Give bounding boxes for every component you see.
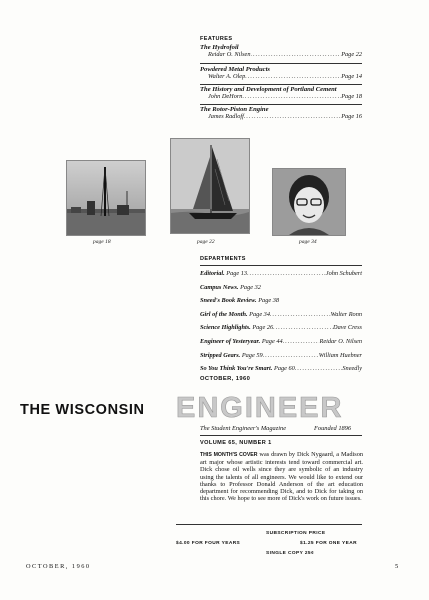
feature-page: Page 14 (341, 73, 362, 80)
department-author: Reidar O. Nilsen (319, 338, 362, 345)
issue-date: OCTOBER, 1960 (200, 376, 251, 382)
department-title: Engineer of Yesteryear. (200, 338, 261, 345)
subscription-four-years: $4.00 FOR FOUR YEARS (176, 541, 241, 546)
department-title: Science Highlights. (200, 324, 251, 331)
cover-lead: THIS MONTH'S COVER (200, 452, 258, 458)
departments-heading: DEPARTMENTS (200, 256, 246, 262)
feature-page: Page 22 (341, 51, 362, 58)
footer-date: OCTOBER, 1960 (26, 563, 91, 570)
department-page: Page 59 (241, 352, 263, 359)
feature-author: James Radloff (208, 113, 244, 120)
department-page: Page 13 (226, 270, 248, 277)
feature-item (200, 66, 362, 80)
feature-title: The Rotor-Piston Engine (200, 106, 269, 113)
photo-caption: page 34 (299, 239, 317, 245)
department-author: William Huebner (318, 352, 362, 359)
department-author: Walter Ronn (330, 311, 362, 318)
photo-caption: page 18 (93, 239, 111, 245)
oil-derrick-photo (66, 160, 146, 236)
department-item (200, 270, 362, 277)
department-title: Sneed's Book Review. (200, 297, 257, 304)
magazine-tagline: The Student Engineer's Magazine (200, 425, 287, 432)
features-heading: FEATURES (200, 36, 233, 42)
department-item (200, 352, 362, 359)
subscription-single-copy: SINGLE COPY 25¢ (266, 551, 315, 556)
feature-item (200, 106, 362, 120)
department-title: Campus News. (200, 284, 239, 291)
feature-author: Walter A. Olep (208, 73, 246, 80)
feature-title: Powdered Metal Products (200, 66, 270, 73)
cover-description (200, 451, 363, 502)
department-page: Page 60 (273, 365, 295, 372)
feature-item (200, 86, 362, 100)
department-page: Page 38 (258, 297, 280, 304)
department-title: Editorial. (200, 270, 225, 277)
department-item (200, 311, 362, 318)
feature-page: Page 16 (341, 113, 362, 120)
volume-number: VOLUME 65, NUMBER 1 (200, 440, 272, 446)
department-item (200, 284, 362, 291)
sailboat-photo (170, 138, 250, 234)
feature-item (200, 44, 362, 58)
subscription-one-year: $1.25 FOR ONE YEAR (300, 541, 357, 546)
photo-caption: page 22 (197, 239, 215, 245)
girl-of-the-month-photo (272, 168, 346, 236)
department-item (200, 365, 362, 372)
feature-title: The Hydrofoil (200, 44, 239, 51)
department-page: Page 44 (261, 338, 283, 345)
department-author: Dave Cress (333, 324, 362, 331)
masthead-prefix: THE WISCONSIN (20, 402, 145, 418)
department-page: Page 34 (249, 311, 270, 318)
department-title: So You Think You're Smart. (200, 365, 273, 372)
founded-year: Founded 1896 (314, 425, 352, 432)
department-item (200, 324, 362, 331)
department-author: Sneedly (342, 365, 362, 372)
feature-page: Page 18 (341, 93, 362, 100)
department-author: John Schubert (325, 270, 362, 277)
cover-text: was drawn by Dick Nygaard, a Madison art major whose artistic interests tend toward commercial art. Dick chose oil wells since they are symbolic of an industry using the talents of all engineers. We would like to extend our thanks to Professor Donald Anderson of the art education department for recommending Dick, and to Dick for taking on this chore. We hope to see more of Dick's work on future issues. (200, 451, 363, 503)
feature-author: John DeHorn (208, 93, 243, 100)
department-page: Page 32 (240, 284, 261, 291)
department-item (200, 297, 362, 304)
masthead-title: ENGINEER (176, 392, 344, 424)
department-page: Page 26 (252, 324, 274, 331)
department-title: Girl of the Month. (200, 311, 248, 318)
department-item (200, 338, 362, 345)
page-number: 5 (395, 563, 399, 570)
feature-author: Reidar O. Nilsen (208, 51, 251, 58)
feature-title: The History and Development of Portland Cement (200, 86, 337, 93)
department-title: Stripped Gears. (200, 352, 241, 359)
subscription-heading: SUBSCRIPTION PRICE (266, 531, 326, 536)
